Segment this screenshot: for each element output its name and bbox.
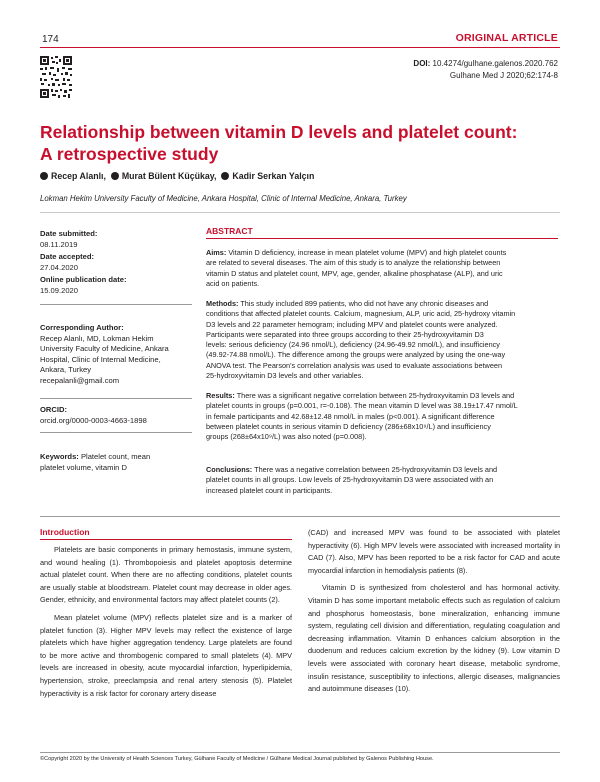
date-accepted-label: Date accepted:	[40, 252, 95, 261]
orcid-icon[interactable]	[111, 172, 119, 180]
author-list	[40, 171, 314, 181]
orcid-block	[40, 405, 192, 426]
affiliation: Lokman Hekim University Faculty of Medicine, Ankara Hospital, Clinic of Internal Medicine, Ankara, Turkey	[40, 194, 407, 203]
header-rule	[40, 47, 560, 48]
sidebar-rule	[40, 398, 192, 399]
title-line-1: Relationship between vitamin D levels and platelet count:	[40, 122, 518, 142]
author-name: Recep Alanlı,	[51, 171, 106, 181]
abstract-conclusions	[206, 465, 558, 496]
methods-line: conditions that affected platelet counts. Calcium, magnesium, ALP, uric acid, 25-hydroxy vitamin	[206, 309, 516, 319]
date-accepted	[40, 252, 192, 273]
methods-line: levels: serious deficiency (24.96 nmol/L), deficiency (24.96-49.92 nmol/L), and insufficiency	[206, 340, 500, 350]
keywords-text: Platelet count, mean	[80, 452, 151, 461]
orcid-label: ORCID:	[40, 405, 67, 414]
aims-line: vitamin D status and platelet count, MPV, age, gender, alkaline phosphatase (ALP), and uric	[206, 268, 503, 278]
introduction-heading: Introduction	[40, 527, 90, 537]
corresponding-line: University Faculty of Medicine, Ankara	[40, 344, 169, 354]
keywords-block	[40, 452, 192, 473]
body-paragraph: Mean platelet volume (MPV) reflects platelet size and is a marker of platelet function (3). Higher MPV levels may reflect the existence of large platelets which have higher aggregation tendency. Large platelets are found to be more active and thrombogenic compared to small platelets (4). MPV levels are increased in obesity, acute myocardial infarction, hyperlipidemia, hypertension, stroke, preeclampsia and renal artery stenosis (5). Platelet hyperactivity is a risk factor for coronary artery disease	[40, 612, 292, 698]
results-line: platelet counts in groups (p=0.001, r=-0.108). The mean vitamin D level was 38.19±17.47 nmol/L	[206, 401, 518, 411]
orcid-link[interactable]: orcid.org/0000-0003-4663-1898	[40, 415, 147, 425]
date-accepted-value: 27.04.2020	[40, 262, 79, 272]
results-line: There was a significant negative correlation between 25-hydroxyvitamin D3 levels and	[236, 391, 515, 400]
date-submitted-value: 08.11.2019	[40, 239, 78, 249]
article-title	[40, 121, 560, 165]
abstract-heading: ABSTRACT	[206, 226, 253, 236]
author-name: Murat Bülent Küçükay,	[121, 171, 217, 181]
doi-value[interactable]: 10.4274/gulhane.galenos.2020.762	[432, 59, 558, 68]
results-line: in female participants and 42.68±12.48 nmol/L in males (p<0.001). A significant difference	[206, 411, 495, 421]
copyright-footer: ©Copyright 2020 by the University of Health Sciences Turkey, Gülhane Faculty of Medicine / Gülhane Medical Journal published by Galenos Publishing House.	[40, 756, 434, 762]
sidebar-rule	[40, 432, 192, 433]
author-name: Kadir Serkan Yalçın	[232, 171, 315, 181]
date-submitted	[40, 229, 192, 250]
methods-line: ANOVA test. The Pearson's correlation analysis was used to evaluate associations between	[206, 360, 502, 370]
conclusions-label: Conclusions:	[206, 465, 253, 474]
title-line-2: A retrospective study	[40, 144, 219, 164]
methods-line: (49.92-74.88 nmol/L). The difference among the groups were analyzed by using the one-way	[206, 350, 506, 360]
body-paragraph: Vitamin D is synthesized from cholesterol and has hormonal activity. Vitamin D has some important metabolic effects such as regulation of calcium and phosphorus homeostasis, bone mineralization, enhancing immune system, regulating cell division and differentiation, regulating coagulation and decreasing inflammation. Vitamin D enhances calcium absorption in the duodenum and reduces calcium excretion by the kidney (9). Low vitamin D levels were associated with coronary heart disease, metabolic syndrome, insulin resistance, susceptibility to infections, allergic diseases, malignancies and autoimmune diseases (10).	[308, 583, 560, 694]
conclusions-line: platelet counts in all groups. Low levels of 25-hydroxyvitamin D3 were associated with an	[206, 475, 494, 485]
section-divider	[40, 516, 560, 517]
affiliation-rule	[40, 212, 560, 213]
conclusions-line: There was a negative correlation between 25-hydroxyvitamin D3 levels and	[254, 465, 498, 474]
results-label: Results:	[206, 391, 235, 400]
corresponding-line: Recep Alanlı, MD, Lokman Hekim	[40, 333, 154, 343]
methods-line: Participants were separated into three groups according to their 25-hydroxyvitamin D3	[206, 329, 484, 339]
corresponding-line: Hospital, Clinic of Internal Medicine,	[40, 354, 161, 364]
abstract-rule	[206, 238, 558, 239]
orcid-icon[interactable]	[221, 172, 229, 180]
aims-label: Aims:	[206, 248, 227, 257]
doi-label: DOI:	[413, 59, 431, 68]
abstract-methods	[206, 299, 558, 381]
introduction-rule	[40, 539, 292, 540]
body-column-right	[308, 527, 560, 701]
results-line: between platelet counts in serious vitamin D deficiency (286±68x10⁹/L) and insufficiency	[206, 421, 491, 431]
aims-line: acid on patients.	[206, 278, 260, 288]
abstract-aims	[206, 248, 558, 289]
keywords-label: Keywords:	[40, 452, 79, 461]
page-number: 174	[42, 34, 59, 45]
online-pub-label: Online publication date:	[40, 275, 127, 284]
body-column-left	[40, 544, 292, 705]
online-publication	[40, 275, 192, 296]
body-paragraph: (CAD) and increased MPV was found to be associated with platelet hyperactivity (6). High MPV levels were associated with increased mortality in CAD (7). Also, MPV has been reported to be a risk factor for CAD and acute myocardial infarction in hemodialysis patients (8).	[308, 528, 560, 575]
date-submitted-label: Date submitted:	[40, 229, 98, 238]
journal-ref: Gulhane Med J 2020;62:174-8	[449, 71, 558, 80]
methods-label: Methods:	[206, 299, 239, 308]
sidebar-rule	[40, 304, 192, 305]
qr-code-icon	[40, 56, 72, 98]
conclusions-line: increased platelet count in participants.	[206, 485, 333, 495]
online-pub-value: 15.09.2020	[40, 285, 79, 295]
corresponding-author	[40, 323, 192, 387]
footer-rule	[40, 752, 560, 753]
aims-line: are related to several diseases. The aim of this study is to analyze the relationship between	[206, 258, 501, 268]
doi-block	[413, 58, 558, 82]
results-line: groups (268±64x10⁹/L) was also noted (p=0.008).	[206, 432, 367, 442]
keywords-text: platelet volume, vitamin D	[40, 462, 127, 472]
methods-line: 25-hydroxyvitamin D3 levels and other variables.	[206, 371, 364, 381]
corresponding-line: Ankara, Turkey	[40, 365, 92, 375]
orcid-icon[interactable]	[40, 172, 48, 180]
methods-line: This study included 899 patients, who did not have any chronic diseases and	[240, 299, 489, 308]
corresponding-label: Corresponding Author:	[40, 323, 124, 332]
corresponding-email[interactable]: recepalanli@gmail.com	[40, 375, 120, 385]
doi-line	[413, 58, 558, 70]
body-paragraph: Platelets are basic components in primary hemostasis, immune system, and wound healing (1). Thrombopoiesis and platelet apoptosis determine actual platelet count. When there are no affecting conditions, platelet counts are usually stable at bloodstream. Platelet count may decrease in older ages. Gender, ethnicity, and environmental factors may affect platelet counts (2).	[40, 545, 292, 605]
section-label: ORIGINAL ARTICLE	[455, 32, 558, 44]
aims-line: Vitamin D deficiency, increase in mean platelet volume (MPV) and high platelet counts	[228, 248, 507, 257]
abstract-results	[206, 391, 558, 442]
methods-line: D3 levels and 22 parameter hemogram; including MPV and platelet counts were analyzed.	[206, 319, 498, 329]
